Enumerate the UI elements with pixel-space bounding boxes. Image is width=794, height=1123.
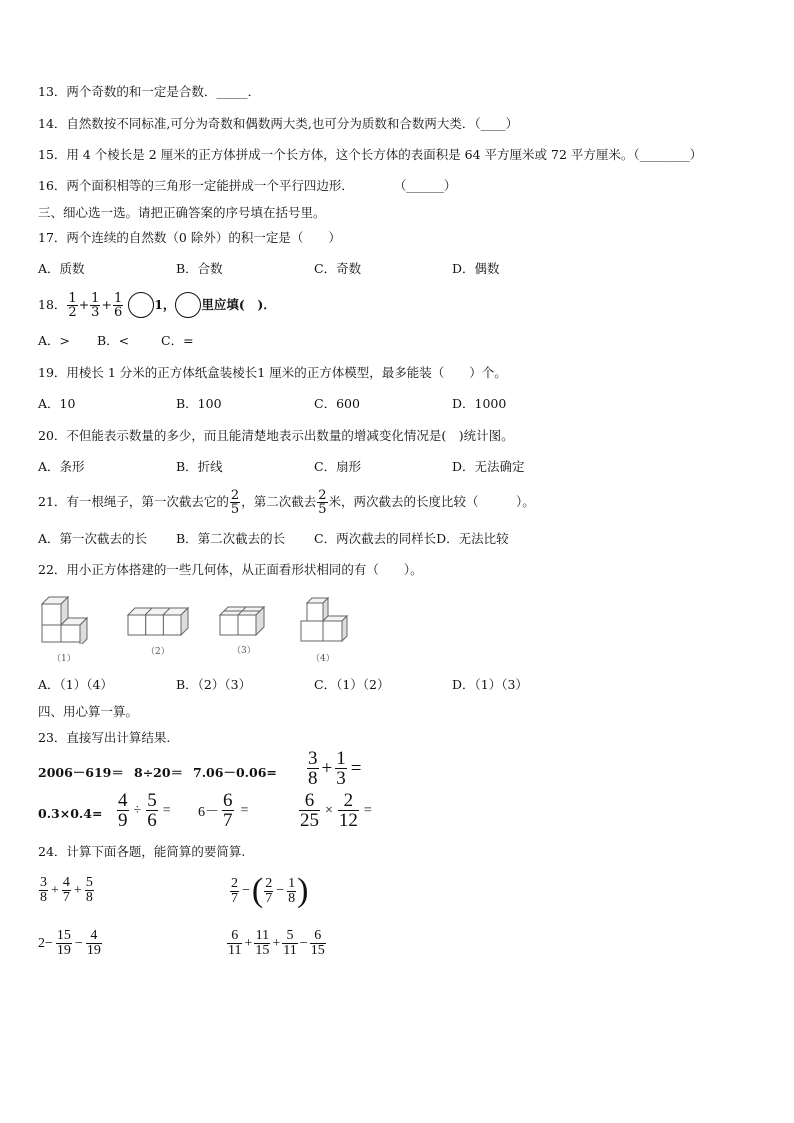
q14: [38, 116, 518, 132]
q16-number: 16．: [38, 178, 67, 193]
q24-problem-3: $\frac{2}{7}$ − ( $\frac{2}{7}$ − $\frac{1}{8}$ ): [231, 872, 309, 909]
q20-option-b[interactable]: B．折线: [176, 459, 223, 474]
figure-2-label: （2）: [146, 647, 170, 657]
q19-number: 19．: [38, 365, 67, 380]
q18-plus-1: +: [78, 297, 90, 312]
q18-fraction-3: $\frac{1}{6}$: [113, 290, 123, 320]
q20: [38, 428, 514, 444]
q14-text: 自然数按不同标准,可分为奇数和偶数两大类,也可分为质数和合数两大类．（____）: [66, 116, 519, 131]
q14-number: 14．: [38, 116, 67, 131]
q22-option-a[interactable]: A．（1）（4）: [38, 677, 113, 692]
q21-option-c[interactable]: C．两次截去的同样长D．无法比较: [314, 531, 509, 546]
q13-number: 13．: [38, 84, 67, 99]
figure-4-cubes: [298, 596, 350, 646]
q23-expr-6: $\frac{4}{9}$ ÷ $\frac{5}{6}$ =: [118, 790, 171, 831]
figure-3-cubes: [218, 603, 266, 639]
section-3-heading: 三、细心选一选。请把正确答案的序号填在括号里。: [38, 205, 326, 220]
q18-circle-reference: [175, 292, 201, 318]
q24-problem-4: $\frac{6}{11}$ + $\frac{11}{15}$ + $\frac{5}{11}$ − $\frac{6}{15}$: [228, 928, 325, 958]
q20-option-d[interactable]: D．无法确定: [452, 459, 525, 474]
q15-text: 用 4 个棱长是 2 厘米的正方体拼成一个长方体，这个长方体的表面积是 64 平方厘米或 72 平方厘米。（________）: [66, 147, 703, 162]
q19-option-d[interactable]: D．1000: [452, 396, 507, 411]
figure-3-label: （3）: [232, 646, 256, 656]
q16: [38, 178, 456, 194]
q20-option-c[interactable]: C．扇形: [314, 459, 362, 474]
q23-expr-1: 2006－619＝: [38, 765, 124, 780]
q21-mid: ，第二次截去: [241, 494, 317, 509]
q23-expr-2: 8÷20＝: [134, 765, 184, 780]
q15: [38, 147, 702, 163]
q22-option-b[interactable]: B．（2）（3）: [176, 677, 252, 692]
figure-1-label: （1）: [52, 654, 76, 664]
section-4-heading: 四、用心算一算。: [38, 704, 139, 719]
q18-option-b[interactable]: B．<: [97, 333, 130, 348]
q17-number: 17．: [38, 230, 67, 245]
q22-text: 用小正方体搭建的一些几何体，从正面看形状相同的有（ ）。: [66, 562, 423, 577]
q18-option-c[interactable]: C．=: [161, 333, 194, 348]
q21-number: 21．: [38, 494, 67, 509]
q18-answer-circle[interactable]: [128, 292, 154, 318]
q23-expr-3: 7.06－0.06=: [193, 765, 277, 780]
q18-option-a[interactable]: A．>: [38, 333, 71, 348]
q16-blank[interactable]: （______）: [393, 178, 457, 193]
q13: [38, 84, 260, 100]
q17-option-c[interactable]: C．奇数: [314, 261, 362, 276]
q18-plus-2: +: [101, 297, 112, 312]
q17-option-b[interactable]: B．合数: [176, 261, 223, 276]
q20-text: 不但能表示数量的多少，而且能清楚地表示出数量的增减变化情况是( )统计图。: [66, 428, 514, 443]
q19-text: 用棱长 1 分米的正方体纸盒装棱长1 厘米的正方体模型，最多能装（ ）个。: [66, 365, 507, 380]
q20-option-a[interactable]: A．条形: [38, 459, 85, 474]
q23-text: 直接写出计算结果.: [66, 730, 171, 745]
q23-expr-7: 6－ $\frac{6}{7}$ =: [198, 790, 249, 831]
q13-text: 两个奇数的和一定是合数．: [66, 84, 217, 99]
q20-number: 20．: [38, 428, 67, 443]
q13-blank[interactable]: _____．: [216, 84, 261, 99]
q21-fraction-1: $\frac{2}{5}$: [230, 487, 240, 517]
q21-post: 米，两次截去的长度比较（ ）。: [328, 494, 535, 509]
q24: [38, 844, 245, 860]
q17-text: 两个连续的自然数（0 除外）的积一定是（ ）: [66, 230, 341, 245]
q22: [38, 562, 423, 578]
q23-expr-5: 0.3×0.4=: [38, 806, 103, 821]
figure-2-cubes: [126, 604, 190, 638]
figure-4-label: （4）: [311, 654, 335, 664]
q17-option-d[interactable]: D．偶数: [452, 261, 500, 276]
q22-option-c[interactable]: C．（1）（2）: [314, 677, 390, 692]
figure-1-cubes: [38, 594, 100, 644]
q22-number: 22．: [38, 562, 67, 577]
q23-number: 23．: [38, 730, 67, 745]
q24-problem-1: $\frac{3}{8}$ + $\frac{4}{7}$ + $\frac{5}{8}$: [40, 875, 93, 905]
q17-option-a[interactable]: A．质数: [38, 261, 85, 276]
q18-one: 1，: [154, 297, 176, 312]
q17: [38, 230, 341, 246]
q24-text: 计算下面各题，能简算的要简算.: [66, 844, 246, 859]
q23-expr-4: $\frac{3}{8}$ + $\frac{1}{3}$ =: [308, 748, 362, 789]
q21: [38, 484, 535, 520]
q18-number: 18．: [38, 297, 67, 312]
q19-option-a[interactable]: A．10: [38, 396, 76, 411]
q18-fraction-1: $\frac{1}{2}$: [68, 290, 77, 320]
q18: [38, 287, 276, 323]
q21-option-b[interactable]: B．第二次截去的长: [176, 531, 286, 546]
q19-option-c[interactable]: C．600: [314, 396, 360, 411]
q16-text: 两个面积相等的三角形一定能拼成一个平行四边形．: [66, 178, 354, 193]
q21-pre: 有一根绳子，第一次截去它的: [66, 494, 229, 509]
q24-number: 24．: [38, 844, 67, 859]
q15-number: 15．: [38, 147, 67, 162]
q21-option-a[interactable]: A．第一次截去的长: [38, 531, 148, 546]
q23: [38, 730, 170, 746]
q18-fraction-2: $\frac{1}{3}$: [91, 290, 100, 320]
q24-problem-2: 2− $\frac{15}{19}$ − $\frac{4}{19}$: [38, 928, 101, 958]
q19-option-b[interactable]: B．100: [176, 396, 222, 411]
q22-option-d[interactable]: D．（1）（3）: [452, 677, 528, 692]
q21-fraction-2: $\frac{2}{5}$: [318, 487, 327, 517]
q23-expr-8: $\frac{6}{25}$ × $\frac{2}{12}$ =: [300, 790, 372, 831]
q19: [38, 365, 507, 381]
q18-tail: 里应填( )．: [201, 297, 276, 312]
